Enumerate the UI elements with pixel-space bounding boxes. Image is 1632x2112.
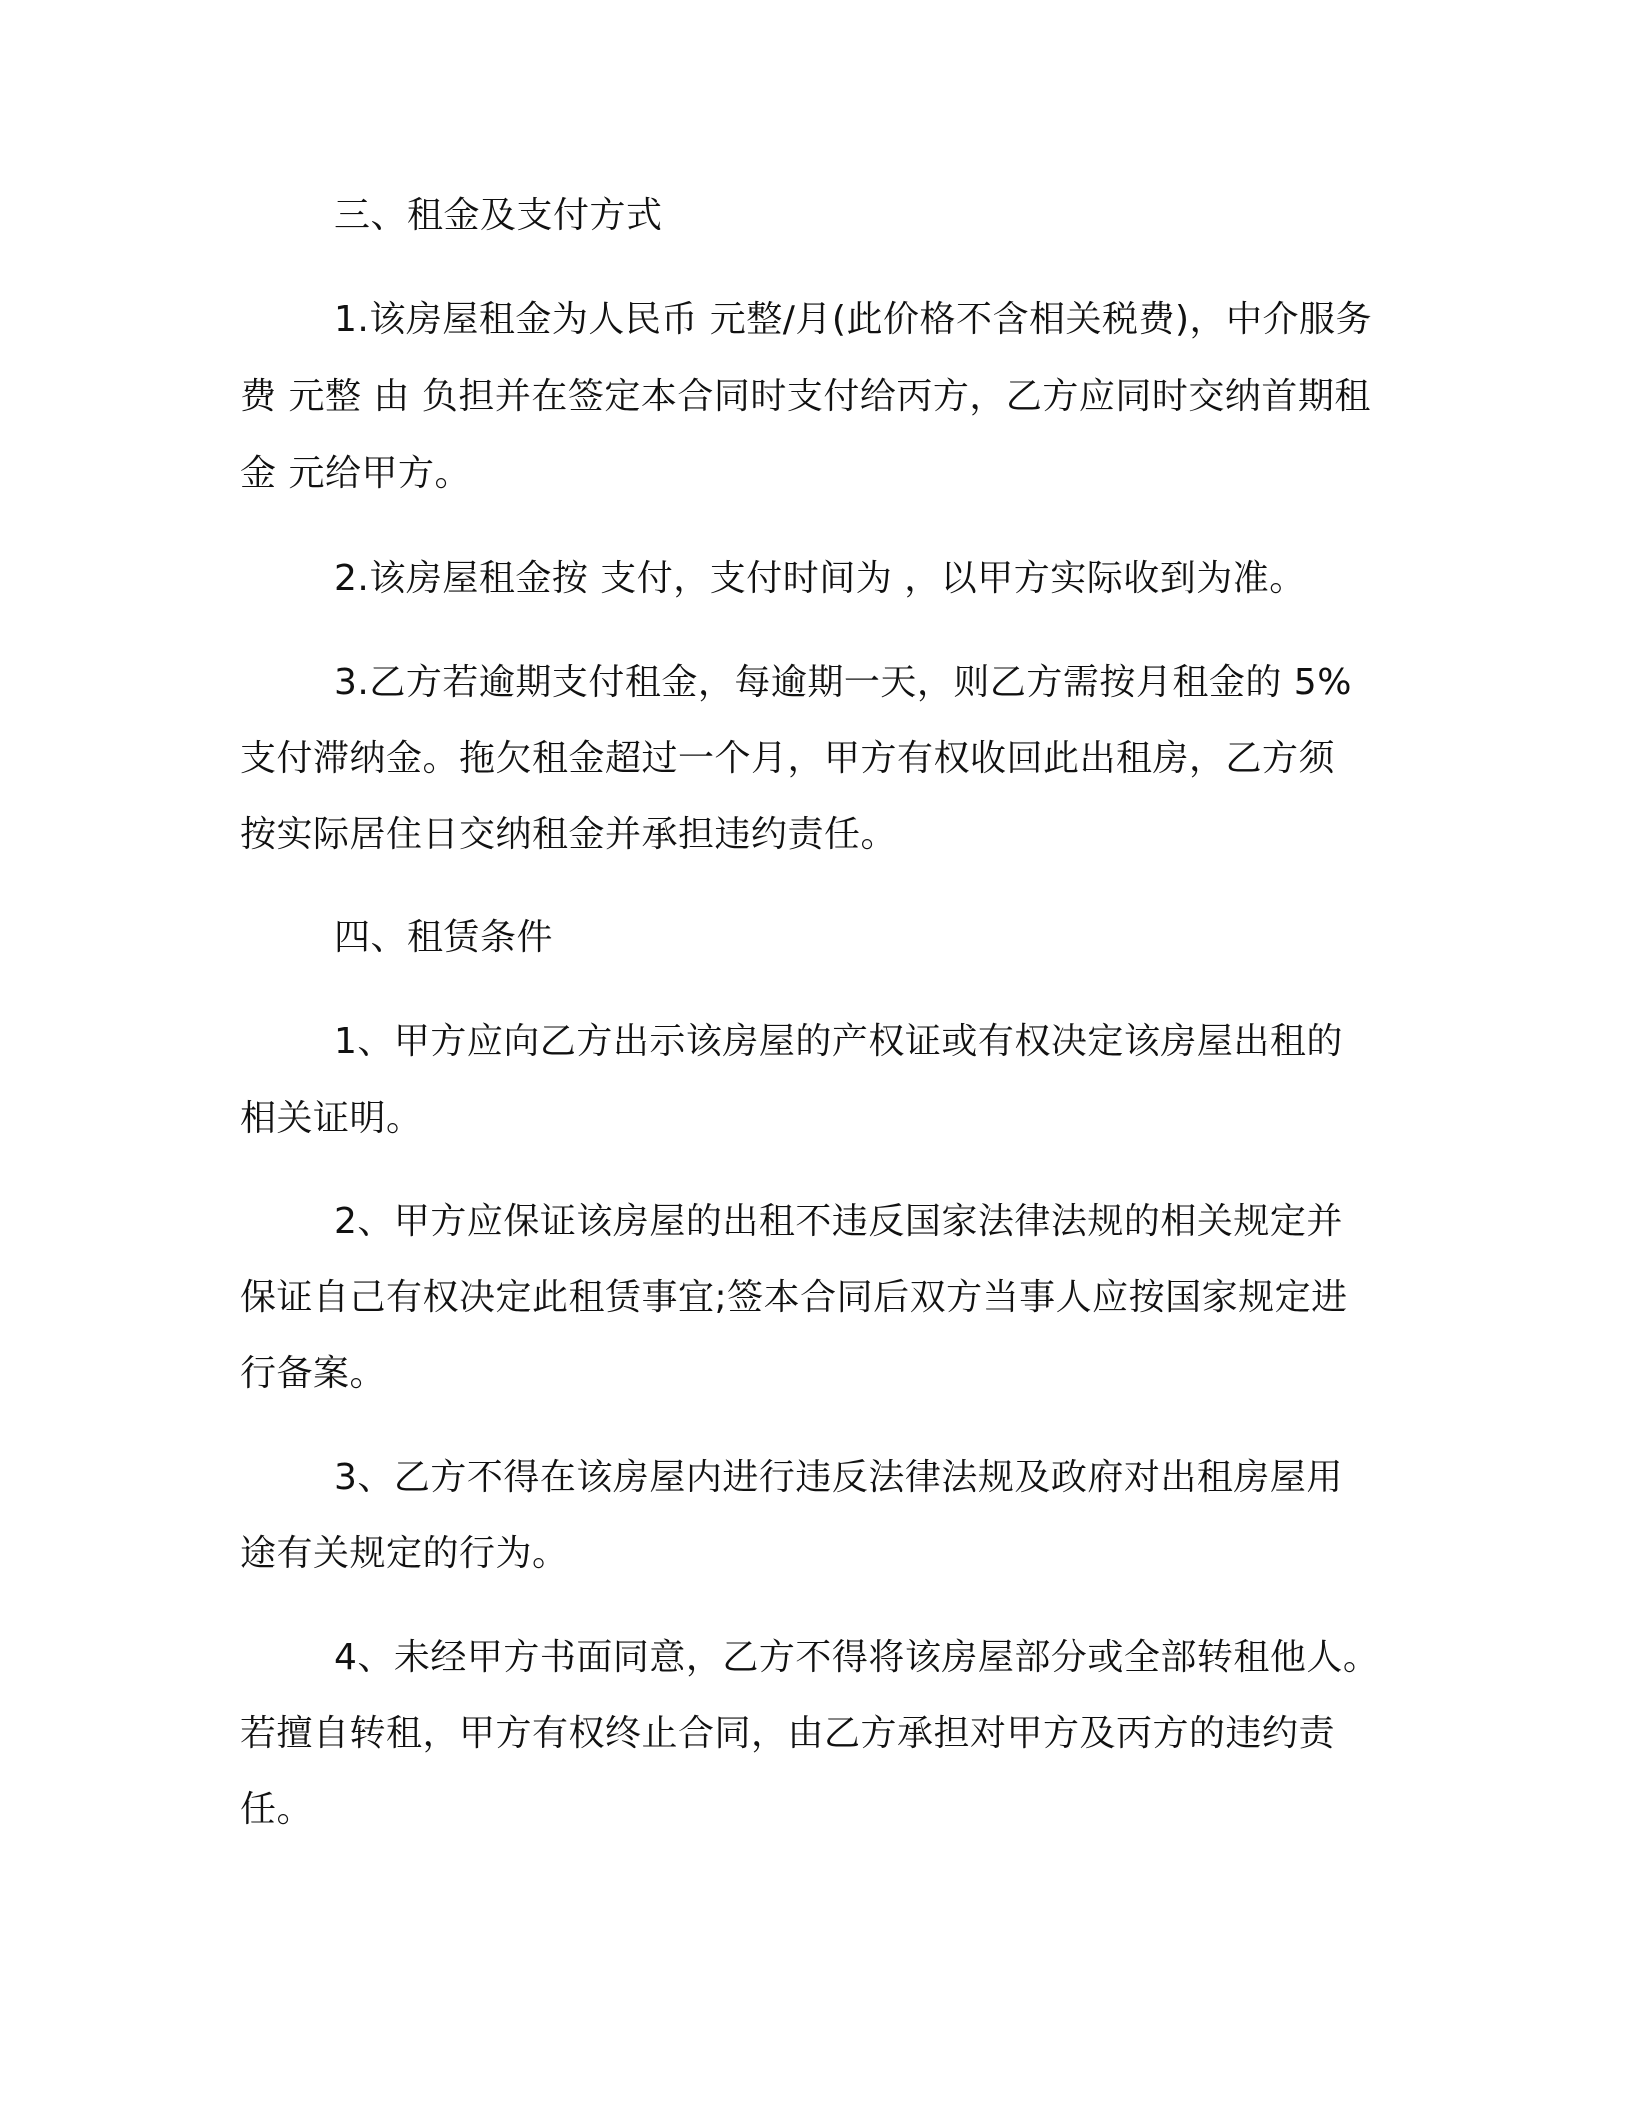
section4-item4-line1: 4、未经甲方书面同意，乙方不得将该房屋部分或全部转租他人。 — [334, 1637, 1380, 1678]
section3-item3-line2: 支付滞纳金。拖欠租金超过一个月，甲方有权收回此出租房，乙方须 — [240, 738, 1336, 779]
section4-item1-line2: 相关证明。 — [240, 1098, 423, 1139]
section3-item1-line1: 1.该房屋租金为人民币 元整/月(此价格不含相关税费)，中介服务 — [334, 299, 1373, 340]
section4-heading: 四、租赁条件 — [334, 917, 554, 958]
section3-item3-line1: 3.乙方若逾期支付租金，每逾期一天，则乙方需按月租金的 5% — [334, 662, 1352, 703]
section4-item1-line1: 1、甲方应向乙方出示该房屋的产权证或有权决定该房屋出租的 — [334, 1021, 1343, 1062]
section4-item2-line2: 保证自己有权决定此租赁事宜;签本合同后双方当事人应按国家规定进 — [240, 1277, 1348, 1318]
section3-item3-line3: 按实际居住日交纳租金并承担违约责任。 — [240, 814, 898, 855]
section4-item3-line1: 3、乙方不得在该房屋内进行违反法律法规及政府对出租房屋用 — [334, 1457, 1343, 1498]
section3-item2-line1: 2.该房屋租金按 支付，支付时间为 ，以甲方实际收到为准。 — [334, 558, 1306, 599]
section4-item4-line2: 若擅自转租，甲方有权终止合同，由乙方承担对甲方及丙方的违约责 — [240, 1713, 1336, 1754]
section3-item1-line3: 金 元给甲方。 — [240, 453, 471, 494]
section3-heading: 三、租金及支付方式 — [334, 195, 663, 236]
section4-item2-line1: 2、甲方应保证该房屋的出租不违反国家法律法规的相关规定并 — [334, 1201, 1343, 1242]
section4-item4-line3: 任。 — [240, 1789, 314, 1830]
section3-item1-line2: 费 元整 由 负担并在签定本合同时支付给丙方，乙方应同时交纳首期租 — [240, 376, 1371, 417]
section4-item3-line2: 途有关规定的行为。 — [240, 1533, 569, 1574]
section4-item2-line3: 行备案。 — [240, 1353, 387, 1394]
